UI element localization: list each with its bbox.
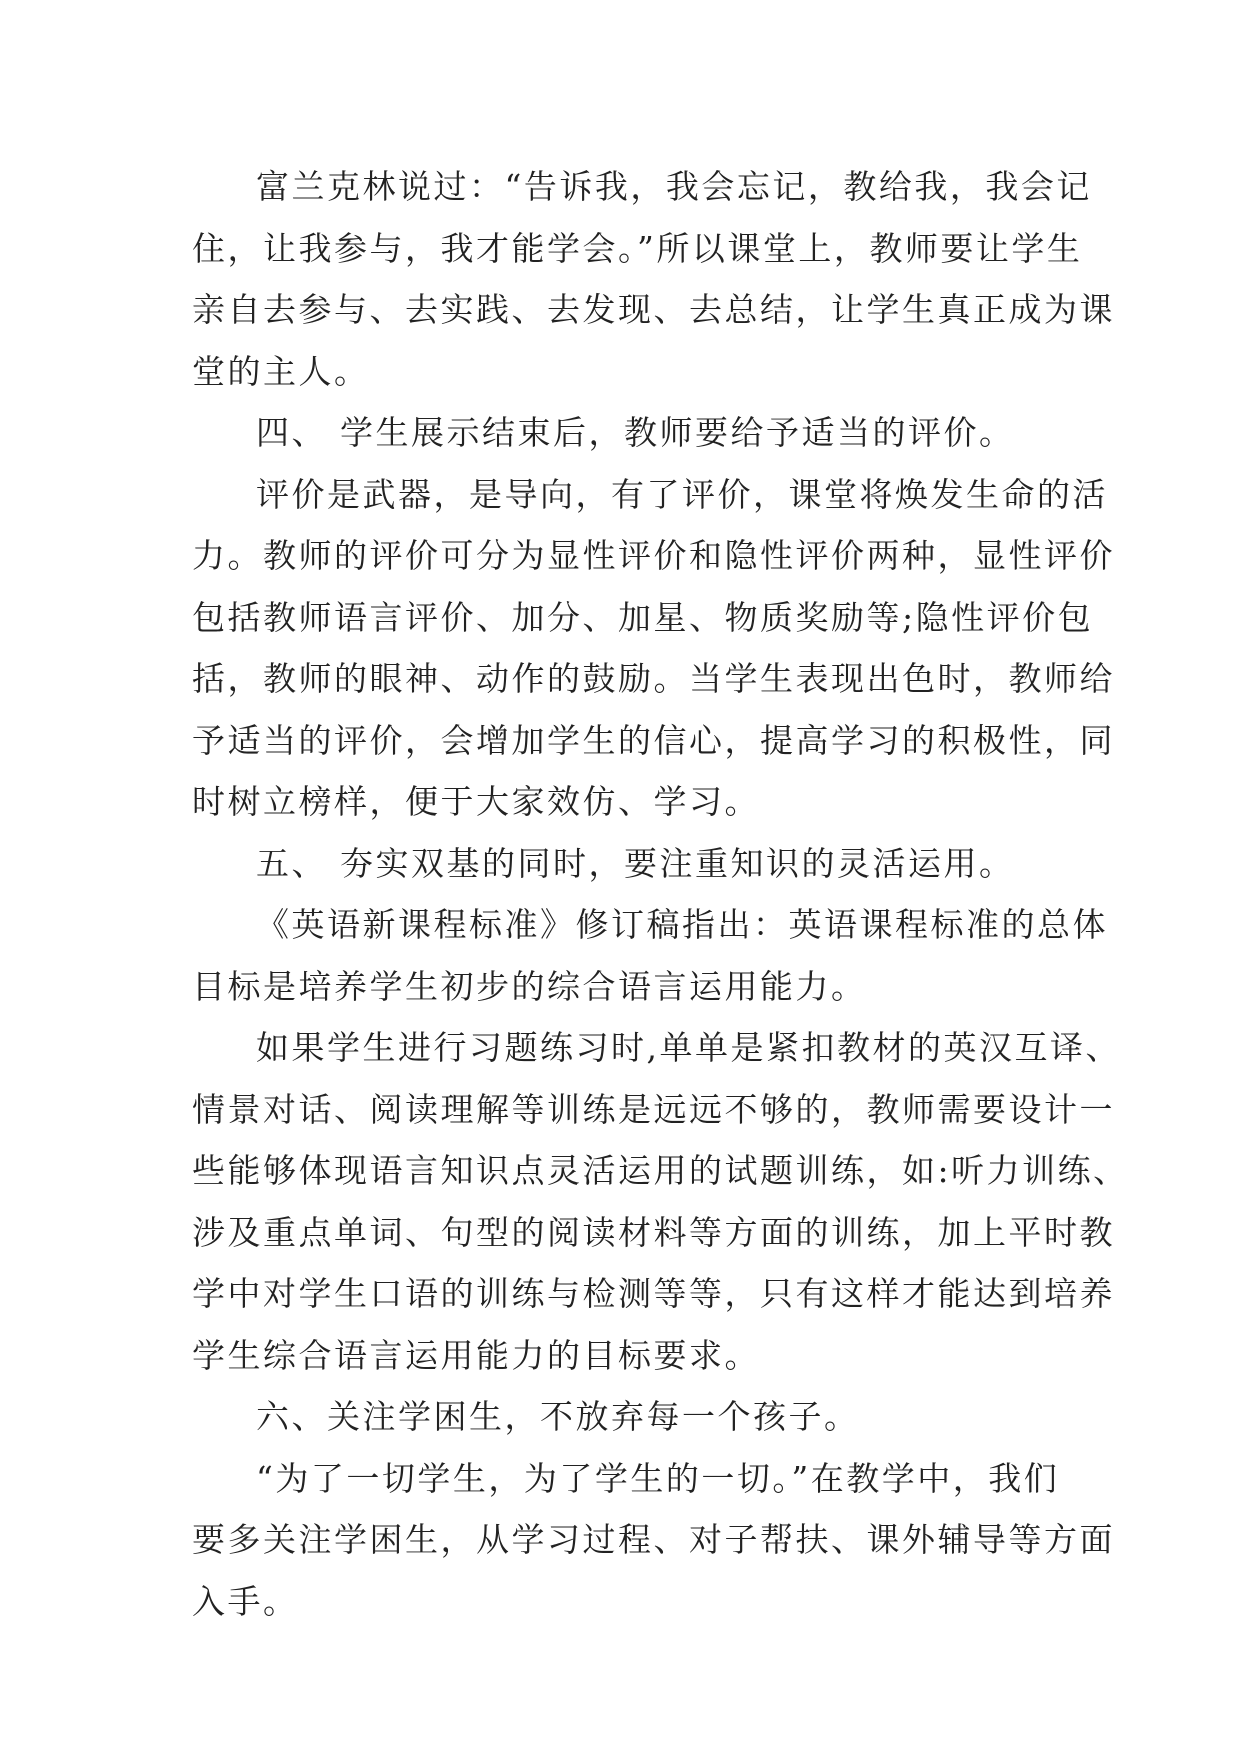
text-line: 予适当的评价，会增加学生的信心，提高学习的积极性，同 (192, 720, 1115, 760)
text-line: 堂的主人。 (192, 351, 370, 391)
text-line: 涉及重点单词、句型的阅读材料等方面的训练，加上平时教 (192, 1212, 1115, 1252)
text-line: 如果学生进行习题练习时,单单是紧扣教材的英汉互译、 (256, 1028, 1121, 1067)
text-line: 住，让我参与，我才能学会。”所以课堂上，教师要让学生 (192, 228, 1083, 268)
text-line: 六、关注学困生，不放弃每一个孩子。 (256, 1397, 860, 1436)
text-line: 五、 夯实双基的同时，要注重知识的灵活运用。 (256, 843, 1015, 883)
text-line: 要多关注学困生，从学习过程、对子帮扶、课外辅导等方面 (192, 1520, 1115, 1559)
text-line: 《英语新课程标准》修订稿指出：英语课程标准的总体 (256, 905, 1108, 944)
text-line: 力。教师的评价可分为显性评价和隐性评价两种，显性评价 (192, 536, 1115, 575)
text-line: 学生综合语言运用能力的目标要求。 (192, 1335, 760, 1375)
text-line: “为了一切学生，为了学生的一切。”在教学中，我们 (256, 1458, 1060, 1498)
text-line: 括，教师的眼神、动作的鼓励。当学生表现出色时，教师给 (192, 659, 1115, 698)
text-line: 时树立榜样，便于大家效仿、学习。 (192, 782, 760, 821)
text-line: 包括教师语言评价、加分、加星、物质奖励等;隐性评价包 (192, 597, 1094, 637)
document-body (192, 156, 1129, 1632)
text-line: 目标是培养学生初步的综合语言运用能力。 (192, 966, 867, 1006)
text-line: 亲自去参与、去实践、去发现、去总结，让学生真正成为课 (192, 290, 1115, 329)
text-line: 四、 学生展示结束后，教师要给予适当的评价。 (256, 413, 1015, 452)
text-line: 些能够体现语言知识点灵活运用的试题训练，如:听力训练、 (192, 1151, 1129, 1190)
text-line: 入手。 (192, 1581, 299, 1621)
text-line: 情景对话、阅读理解等训练是远远不够的，教师需要设计一 (192, 1089, 1115, 1129)
text-line: 学中对学生口语的训练与检测等等，只有这样才能达到培养 (192, 1274, 1115, 1313)
text-line: 富兰克林说过：“告诉我，我会忘记，教给我，我会记 (256, 167, 1092, 206)
text-line: 评价是武器，是导向，有了评价，课堂将焕发生命的活 (256, 474, 1108, 514)
